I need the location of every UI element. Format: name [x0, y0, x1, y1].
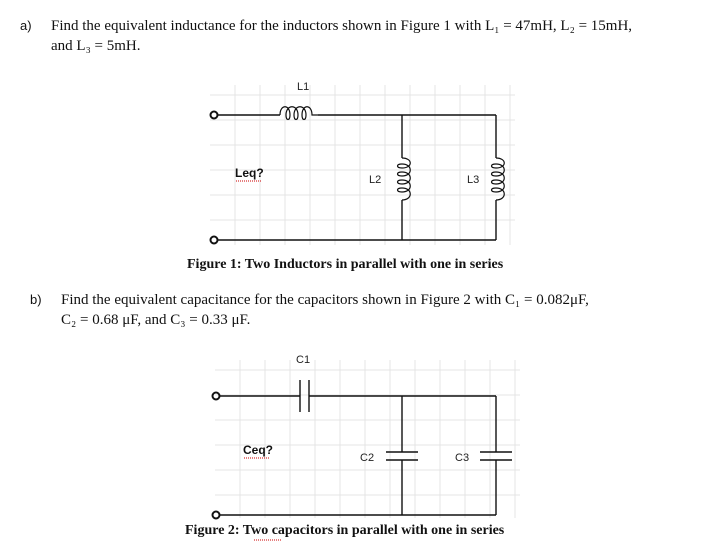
label-l2: L2 — [369, 174, 382, 186]
figure-1-caption: Figure 1: Two Inductors in parallel with one in series — [187, 257, 504, 272]
label-ceq: Ceq? — [243, 443, 273, 457]
figure-2-caption: Figure 2: Two capacitors in parallel with one in series — [185, 523, 505, 538]
question-a-line1: Find the equivalent inductance for the inductors shown in Figure 1 with L₁ = 47mH, L₂ = 15mH, — [51, 18, 633, 34]
terminal-bottom-2 — [213, 512, 220, 519]
label-c2: C2 — [360, 452, 375, 464]
label-c1: C1 — [296, 354, 311, 366]
label-l3: L3 — [467, 174, 480, 186]
capacitor-c2 — [386, 452, 418, 460]
terminal-top-2 — [213, 393, 220, 400]
label-leq: Leq? — [235, 166, 264, 180]
capacitor-c3 — [480, 452, 512, 460]
label-l1: L1 — [297, 81, 310, 93]
question-a-line2: and L₃ = 5mH. — [51, 38, 141, 54]
label-c3: C3 — [455, 452, 470, 464]
figure-2-grid — [215, 360, 520, 518]
capacitor-c1 — [300, 380, 309, 412]
question-a-marker: a) — [20, 18, 32, 33]
question-b-marker: b) — [30, 292, 42, 307]
question-b-line2: C₂ = 0.68 μF, and C₃ = 0.33 μF. — [61, 312, 251, 328]
question-b-line1: Find the equivalent capacitance for the capacitors shown in Figure 2 with C₁ = 0.082μF, — [61, 292, 589, 308]
